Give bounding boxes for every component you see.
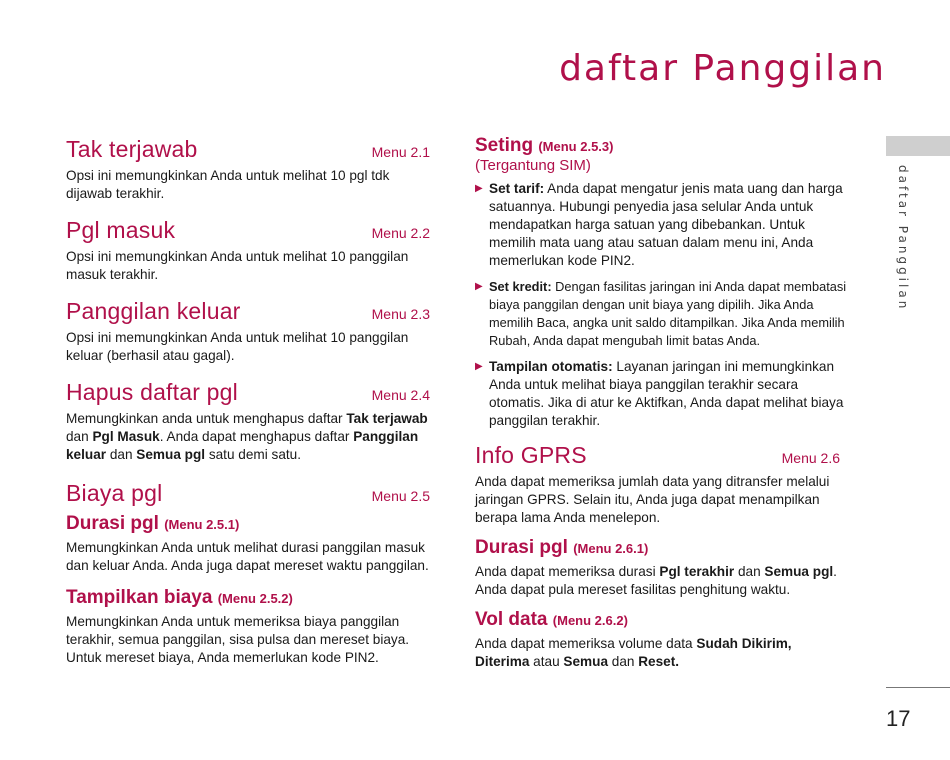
- paragraph: Anda dapat memeriksa durasi Pgl terakhir dan Semua pgl. Anda dapat pula mereset fasilitas penghitung waktu.: [475, 564, 837, 597]
- side-tab: [886, 136, 950, 156]
- heading-durasi-pgl: Durasi pgl (Menu 2.5.1): [66, 513, 240, 534]
- list-item: ▶ Set kredit: Dengan fasilitas jaringan ini Anda dapat membatasi biaya panggilan dengan unit biaya yang dipilih. Jika Anda memilih Baca, angka unit saldo ditampilkan. Jika Anda memilih Rubah, Anda dapat mengubah limit batas Anda.: [475, 279, 847, 348]
- triangle-bullet-icon: ▶: [475, 183, 483, 194]
- section-durasi-gprs: [475, 537, 847, 599]
- page-title: daftar Panggilan: [559, 48, 886, 89]
- section-biaya-pgl: [66, 480, 430, 507]
- left-column: [66, 136, 430, 667]
- heading-seting: Seting (Menu 2.5.3): [475, 135, 614, 156]
- section-pgl-masuk: [66, 217, 430, 284]
- right-column: [475, 136, 847, 671]
- side-section-label: daftar Panggilan: [896, 165, 910, 312]
- heading-pgl-masuk: Pgl masuk: [66, 217, 176, 243]
- section-tampilkan-biaya: [66, 587, 430, 667]
- heading-hapus-daftar: Hapus daftar pgl: [66, 379, 238, 405]
- heading-durasi-gprs: Durasi pgl (Menu 2.6.1): [475, 537, 649, 558]
- heading-panggilan-keluar: Panggilan keluar: [66, 298, 241, 324]
- list-item: ▶ Set tarif: Anda dapat mengatur jenis mata uang dan harga satuannya. Hubungi penyedia jasa selular Anda untuk mendapatkan harga satuan yang dibebankan. Untuk memilih mata uang atau satuan dalam menu ini, Anda memerlukan kode PIN2.: [475, 181, 843, 268]
- triangle-bullet-icon: ▶: [475, 281, 483, 292]
- section-info-gprs: [475, 442, 840, 527]
- sim-note: (Tergantung SIM): [475, 157, 591, 174]
- heading-tak-terjawab: Tak terjawab: [66, 136, 198, 162]
- paragraph: Memungkinkan Anda untuk melihat durasi panggilan masuk dan keluar Anda. Anda juga dapat mereset waktu panggilan.: [66, 540, 429, 573]
- heading-biaya-pgl: Biaya pgl: [66, 480, 163, 506]
- heading-tampilkan-biaya: Tampilkan biaya (Menu 2.5.2): [66, 587, 293, 608]
- heading-info-gprs: Info GPRS: [475, 442, 587, 468]
- section-hapus-daftar: [66, 379, 430, 464]
- menu-ref: Menu 2.1: [371, 144, 430, 160]
- section-panggilan-keluar: [66, 298, 430, 365]
- menu-ref: Menu 2.2: [371, 225, 430, 241]
- paragraph: Memungkinkan anda untuk menghapus daftar Tak terjawab dan Pgl Masuk. Anda dapat menghapus daftar Panggilan keluar dan Semua pgl satu demi satu.: [66, 411, 428, 462]
- section-durasi-pgl: [66, 513, 430, 575]
- menu-ref: Menu 2.4: [371, 387, 430, 403]
- heading-vol-data: Vol data (Menu 2.6.2): [475, 609, 628, 630]
- section-vol-data: [475, 609, 847, 671]
- section-tak-terjawab: [66, 136, 430, 203]
- paragraph: Opsi ini memungkinkan Anda untuk melihat 10 panggilan keluar (berhasil atau gagal).: [66, 330, 409, 363]
- menu-ref: Menu 2.6: [781, 450, 840, 466]
- menu-ref: Menu 2.5: [371, 488, 430, 504]
- menu-ref: Menu 2.3: [371, 306, 430, 322]
- paragraph: Opsi ini memungkinkan Anda untuk melihat 10 panggilan masuk terakhir.: [66, 249, 409, 282]
- list-item: ▶ Tampilan otomatis: Layanan jaringan ini memungkinkan Anda untuk melihat biaya panggilan terakhir secara otomatis. Jika di atur ke Aktifkan, Anda dapat melihat biaya panggilan terakhir.: [475, 359, 844, 428]
- paragraph: Opsi ini memungkinkan Anda untuk melihat 10 pgl tdk dijawab terakhir.: [66, 168, 390, 201]
- paragraph: Memungkinkan Anda untuk memeriksa biaya panggilan terakhir, semua panggilan, sisa pulsa dan mereset biaya. Untuk mereset biaya, Anda memerlukan kode PIN2.: [66, 614, 410, 665]
- page-number: 17: [886, 706, 911, 731]
- section-seting: [475, 136, 847, 430]
- paragraph: Anda dapat memeriksa volume data Sudah Dikirim, Diterima atau Semua dan Reset.: [475, 636, 792, 669]
- footer-rule: [886, 687, 950, 688]
- paragraph: Anda dapat memeriksa jumlah data yang ditransfer melalui jaringan GPRS. Selain itu, Anda juga dapat menampilkan berapa lama Anda menelepon.: [475, 474, 830, 525]
- triangle-bullet-icon: ▶: [475, 361, 483, 372]
